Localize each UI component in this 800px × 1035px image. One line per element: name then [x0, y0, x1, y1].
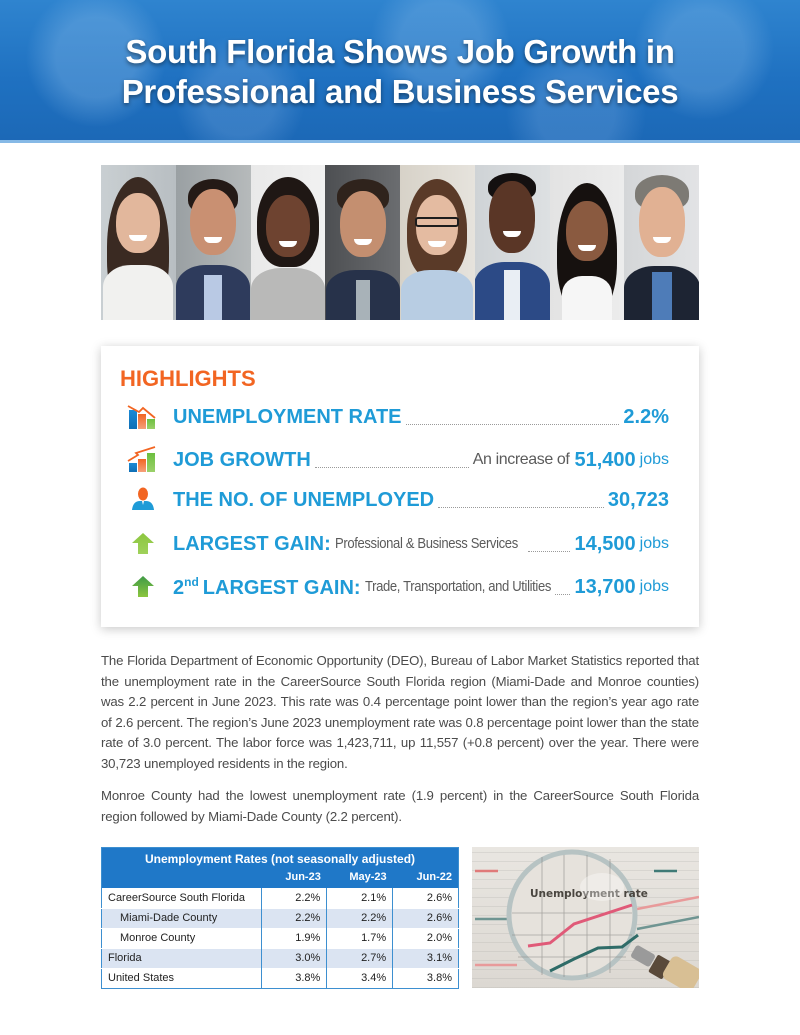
rate-cell: 2.6% [426, 891, 452, 904]
highlight-unit: jobs [639, 535, 669, 552]
bar-chart-down-icon [127, 403, 159, 431]
table-header-row [102, 868, 459, 888]
rate-cell: 2.1% [327, 888, 393, 908]
highlights-card [101, 346, 699, 627]
page-title-line-2: Professional and Business Services [121, 72, 679, 110]
table-row [102, 928, 459, 948]
highlight-unit: jobs [639, 578, 669, 595]
body-paragraph: The Florida Department of Economic Opportunity (DEO), Bureau of Labor Market Statistics reported that the unemployment rate in the CareerSource South Florida region (Miami-Dade and Monroe counties) was 2.2 percent in June 2023. This rate was 0.4 percentage point lower than the region’s year ago rate of 2.6 percent. The region’s June 2023 unemployment rate was 0.8 percentage point lower than the state rate of 3.0 percent. The labor force was 1,423,711, up 11,557 (+0.8 percent) over the year. There were 30,723 unemployed residents in the region. [101, 653, 699, 771]
highlights-heading: HIGHLIGHTS [120, 366, 256, 391]
ordinal-suffix: nd [184, 574, 199, 589]
dot-leader [315, 467, 469, 468]
magnifier-photo [472, 847, 699, 988]
area-cell: United States [102, 968, 262, 988]
portrait-photo [624, 165, 699, 320]
unemployment-rates-table [101, 847, 459, 989]
dot-leader [438, 507, 604, 508]
highlight-industry: Professional & Business Services [334, 536, 518, 552]
ordinal-number: 2 [173, 576, 185, 599]
table-row [102, 908, 459, 928]
highlight-value: 30,723 [607, 488, 669, 511]
column-header [102, 868, 262, 888]
highlight-unit: jobs [639, 451, 669, 468]
portrait-photo [101, 165, 176, 320]
highlight-prefix: An increase of [472, 451, 570, 468]
highlight-label: LARGEST GAIN: [173, 532, 331, 555]
rate-cell: 3.4% [327, 968, 393, 988]
rate-cell: 1.9% [261, 928, 327, 948]
rate-cell: 3.8% [261, 968, 327, 988]
dot-leader [528, 551, 571, 552]
dot-leader [555, 594, 570, 595]
table-row [102, 888, 459, 908]
highlight-label-text: LARGEST GAIN: [202, 576, 361, 599]
highlight-largest-gain [127, 529, 669, 559]
highlight-value: 14,500 [574, 532, 636, 555]
highlight-value: 51,400 [574, 448, 636, 471]
portrait-photo [176, 165, 251, 320]
area-cell: CareerSource South Florida [102, 888, 262, 908]
rate-cell: 3.0% [261, 948, 327, 968]
area-cell: Monroe County [102, 928, 262, 948]
portrait-photo [475, 165, 550, 320]
portrait-photo [400, 165, 475, 320]
portrait-photo [550, 165, 625, 320]
table-row [102, 948, 459, 968]
highlight-second-largest-gain [127, 572, 669, 602]
bar-chart-up-icon [127, 446, 159, 474]
person-icon [127, 486, 159, 514]
rate-cell: 2.2% [261, 888, 327, 908]
highlight-unemployment-rate [127, 402, 669, 432]
column-header: Jun-23 [285, 871, 321, 883]
dot-leader [406, 424, 620, 425]
rate-cell: 3.1% [393, 948, 459, 968]
rate-cell: 2.2% [327, 908, 393, 928]
rate-cell: 2.2% [261, 908, 327, 928]
highlight-industry: Trade, Transportation, and Utilities [364, 579, 551, 595]
highlight-label: THE NO. OF UNEMPLOYED [173, 488, 435, 511]
highlight-label [173, 575, 361, 600]
column-header: May-23 [349, 871, 387, 883]
column-header: Jun-22 [416, 871, 452, 883]
photo-caption-text: Unemployment rate [530, 888, 648, 900]
rate-cell: 2.6% [393, 908, 459, 928]
table-caption-row [102, 848, 459, 869]
portrait-photo [251, 165, 326, 320]
area-cell: Florida [102, 948, 262, 968]
area-cell: Miami-Dade County [102, 908, 262, 928]
table-row [102, 968, 459, 988]
table-caption: Unemployment Rates (not seasonally adjusted) [144, 852, 416, 866]
banner-divider [0, 140, 800, 143]
highlight-unemployed-count [127, 485, 669, 515]
page-title-line-1: South Florida Shows Job Growth in [125, 32, 675, 70]
portrait-strip [101, 165, 699, 320]
header-banner [0, 0, 800, 143]
rate-cell: 2.7% [327, 948, 393, 968]
highlight-value: 2.2% [623, 405, 669, 428]
portrait-photo [325, 165, 400, 320]
body-paragraph: Monroe County had the lowest unemployment rate (1.9 percent) in the CareerSource South Florida region followed by Miami-Dade County (2.2 percent). [101, 788, 699, 824]
highlight-label: JOB GROWTH [173, 448, 311, 471]
highlight-label: UNEMPLOYMENT RATE [173, 405, 402, 428]
rate-cell: 2.0% [393, 928, 459, 948]
rate-cell: 3.8% [393, 968, 459, 988]
arrow-up-icon [127, 530, 159, 558]
rate-cell: 1.7% [327, 928, 393, 948]
highlight-job-growth [127, 445, 669, 475]
highlight-value: 13,700 [574, 575, 636, 598]
arrow-up-icon [127, 573, 159, 601]
